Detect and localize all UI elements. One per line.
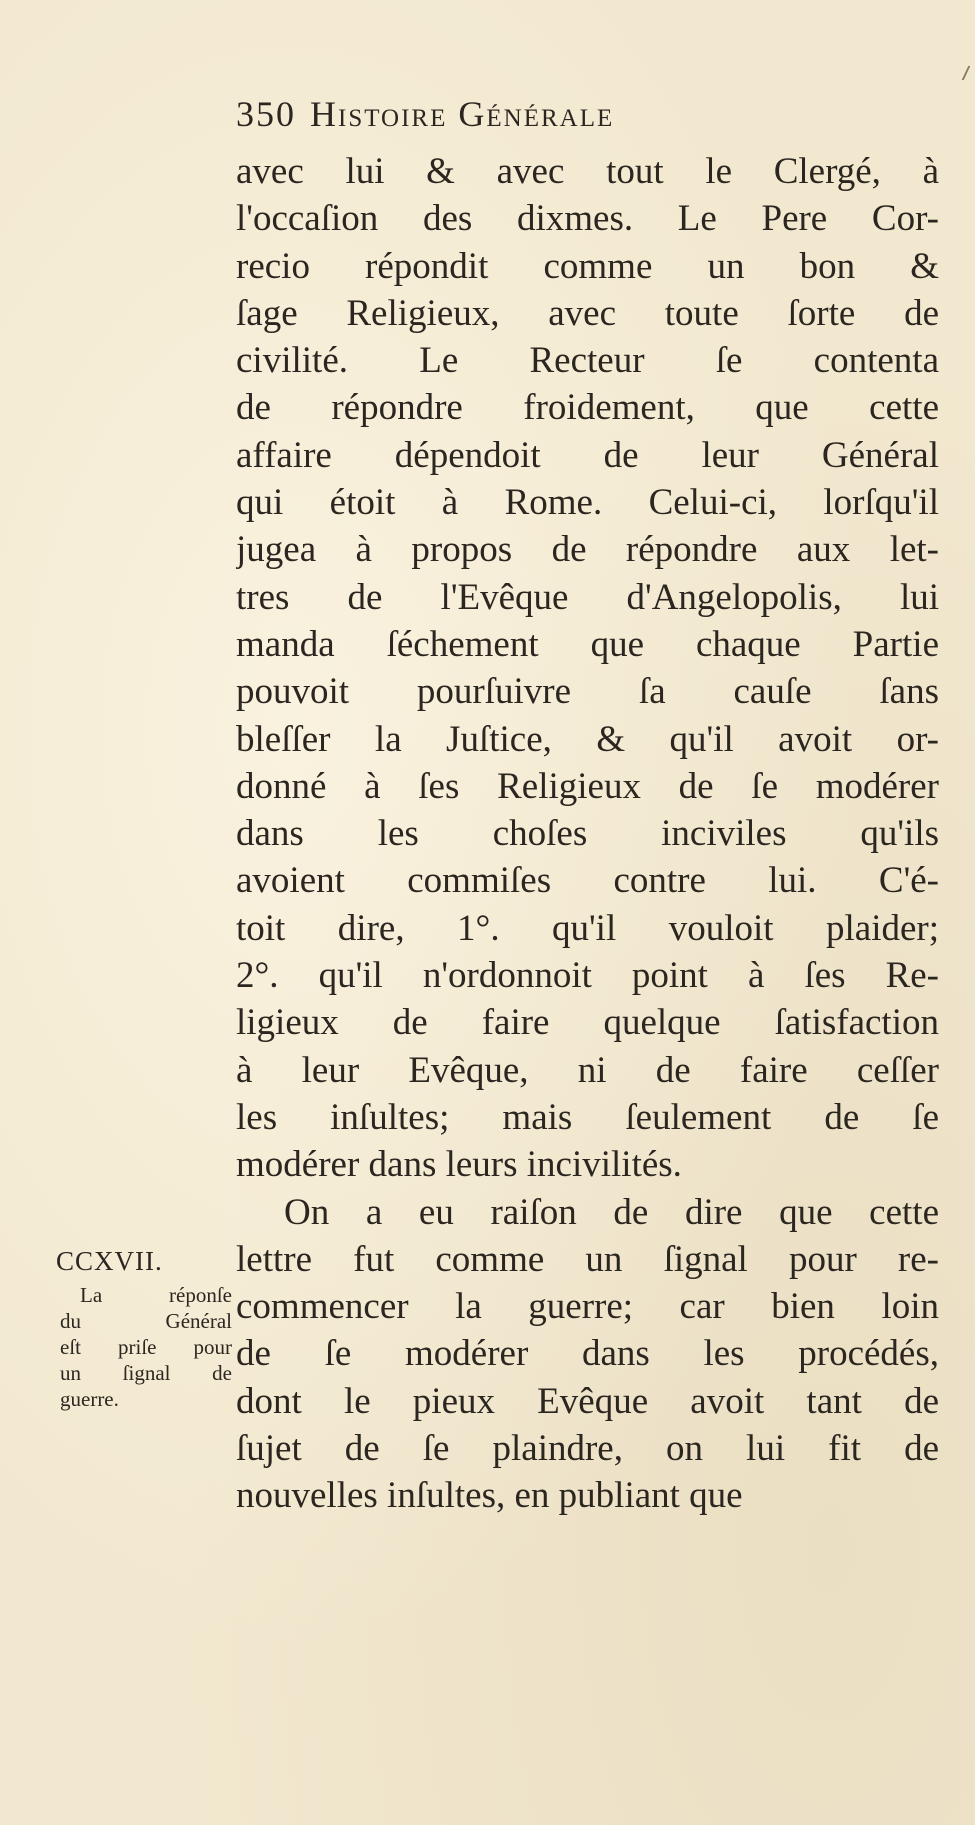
body-line: lettre fut comme un ſignal pour re- [236,1238,939,1280]
body-line: dans les choſes inciviles qu'ils [236,813,939,855]
body-line: jugea à propos de répondre aux let- [236,529,939,571]
body-line: de ſe modérer dans les procédés, [236,1333,939,1375]
margin-note-line: guerre. [60,1387,119,1411]
margin-note [60,1282,232,1412]
body-line: les inſultes; mais ſeulement de ſe [236,1096,939,1138]
body-line: donné à ſes Religieux de ſe modérer [236,765,939,807]
body-line: On a eu raiſon de dire que cette [284,1191,939,1233]
body-line: modérer dans leurs incivilités. [236,1144,682,1186]
body-line: dont le pieux Evêque avoit tant de [236,1380,939,1422]
body-line: ſage Religieux, avec toute ſorte de [236,292,939,334]
corner-ink-mark [952,66,971,80]
body-line: pouvoit pourſuivre ſa cauſe ſans [236,671,939,713]
body-line: affaire dépendoit de leur Général [236,434,939,476]
running-title: Histoire Générale [310,94,615,134]
body-line: ſujet de ſe plaindre, on lui fit de [236,1428,939,1470]
body-line: ligieux de faire quelque ſatisfaction [236,1002,939,1044]
body-line: recio répondit comme un bon & [236,245,939,287]
body-line: bleſſer la Juſtice, & qu'il avoit or- [236,718,939,760]
body-line: avoient commiſes contre lui. C'é- [236,860,939,902]
margin-note-line: un ſignal de [60,1361,232,1385]
margin-note-line: La réponſe [80,1283,232,1307]
body-line: qui étoit à Rome. Celui-ci, lorſqu'il [236,482,939,524]
margin-note-line: eſt priſe pour [60,1335,232,1359]
body-line: 2°. qu'il n'ordonnoit point à ſes Re- [236,955,939,997]
body-line: à leur Evêque, ni de faire ceſſer [236,1049,939,1091]
running-header [236,96,614,132]
body-line: tres de l'Evêque d'Angelopolis, lui [236,576,939,618]
body-line: civilité. Le Recteur ſe contenta [236,340,939,382]
body-text [236,148,939,1520]
page-number: 350 [236,94,296,134]
body-line: manda ſéchement que chaque Partie [236,623,939,665]
body-line: toit dire, 1°. qu'il vouloit plaider; [236,907,939,949]
body-line: commencer la guerre; car bien loin [236,1286,939,1328]
margin-section-label: CCXVII. [56,1246,163,1276]
body-line: nouvelles inſultes, en publiant que [236,1475,743,1517]
margin-note-line: du Général [60,1309,232,1333]
body-line: de répondre froidement, que cette [236,387,939,429]
body-line: l'occaſion des dixmes. Le Pere Cor- [236,198,939,240]
body-line: avec lui & avec tout le Clergé, à [236,151,939,192]
